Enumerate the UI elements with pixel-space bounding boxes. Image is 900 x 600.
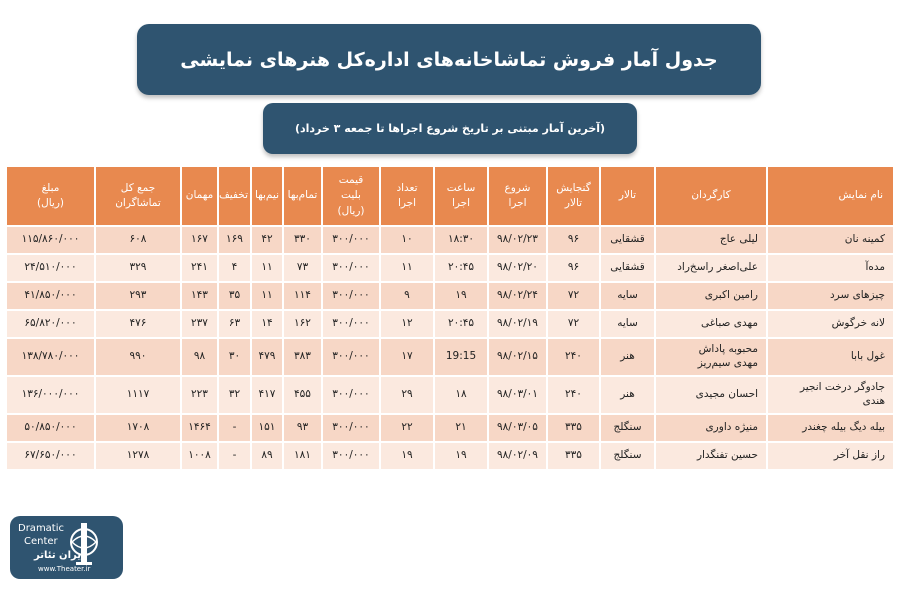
cell-capacity: ۷۲ xyxy=(547,310,600,338)
cell-full: ۷۳ xyxy=(283,254,322,282)
cell-time: ۱۸:۳۰ xyxy=(434,226,488,254)
cell-count: ۱۹ xyxy=(380,442,434,470)
cell-amount: ۴۱/۸۵۰/۰۰۰ xyxy=(6,282,95,310)
cell-total: ۱۷۰۸ xyxy=(95,414,181,442)
cell-count: ۱۰ xyxy=(380,226,434,254)
cell-total: ۴۷۶ xyxy=(95,310,181,338)
cell-amount: ۶۵/۸۲۰/۰۰۰ xyxy=(6,310,95,338)
cell-amount: ۵۰/۸۵۰/۰۰۰ xyxy=(6,414,95,442)
cell-director xyxy=(655,338,767,376)
cell-name xyxy=(767,376,894,414)
cell-discount: ۱۶۹ xyxy=(218,226,251,254)
col-header-half: نیم‌بها xyxy=(251,166,283,226)
logo-text-persian: ایران تئاتر xyxy=(34,550,85,561)
table-row xyxy=(6,414,894,442)
cell-amount: ۱۳۶/۰۰۰/۰۰۰ xyxy=(6,376,95,414)
cell-hall: هنر xyxy=(600,376,655,414)
page-subtitle xyxy=(263,103,637,154)
cell-half: ۱۵۱ xyxy=(251,414,283,442)
cell-total: ۹۹۰ xyxy=(95,338,181,376)
col-header-director: کارگردان xyxy=(655,166,767,226)
cell-start: ۹۸/۰۳/۰۵ xyxy=(488,414,547,442)
col-header-start: شروع اجرا xyxy=(488,166,547,226)
cell-full: ۱۶۲ xyxy=(283,310,322,338)
cell-capacity: ۲۴۰ xyxy=(547,376,600,414)
cell-capacity: ۹۶ xyxy=(547,226,600,254)
cell-full: ۴۵۵ xyxy=(283,376,322,414)
cell-time: ۱۸ xyxy=(434,376,488,414)
table-row xyxy=(6,282,894,310)
cell-time: ۲۱ xyxy=(434,414,488,442)
cell-discount: ۳۰ xyxy=(218,338,251,376)
cell-half: ۴۲ xyxy=(251,226,283,254)
col-header-guest: مهمان xyxy=(181,166,218,226)
cell-director: علی‌اصغر راسخ‌راد xyxy=(655,254,767,282)
cell-hall: سایه xyxy=(600,282,655,310)
col-header-discount: تخفیف xyxy=(218,166,251,226)
cell-discount: ۳۲ xyxy=(218,376,251,414)
col-header-hall: تالار xyxy=(600,166,655,226)
cell-name: چیزهای سرد xyxy=(767,282,894,310)
page-subtitle-text: (آخرین آمار مبتنی بر تاریخ شروع اجراها تا جمعه ۳ خرداد) xyxy=(294,122,606,135)
table-row xyxy=(6,310,894,338)
cell-start: ۹۸/۰۲/۰۹ xyxy=(488,442,547,470)
cell-count: ۲۲ xyxy=(380,414,434,442)
col-header-name: نام نمایش xyxy=(767,166,894,226)
cell-amount: ۱۱۵/۸۶۰/۰۰۰ xyxy=(6,226,95,254)
cell-count: ۲۹ xyxy=(380,376,434,414)
cell-amount: ۱۳۸/۷۸۰/۰۰۰ xyxy=(6,338,95,376)
cell-full: ۱۸۱ xyxy=(283,442,322,470)
cell-total: ۶۰۸ xyxy=(95,226,181,254)
cell-hall: قشقایی xyxy=(600,254,655,282)
cell-total: ۲۹۳ xyxy=(95,282,181,310)
cell-director: مهدی صباغی xyxy=(655,310,767,338)
cell-start: ۹۸/۰۲/۲۳ xyxy=(488,226,547,254)
cell-discount: ۶۳ xyxy=(218,310,251,338)
sales-table xyxy=(5,165,895,471)
iran-theater-logo[interactable] xyxy=(10,516,123,579)
cell-capacity: ۲۴۰ xyxy=(547,338,600,376)
page-title-text: جدول آمار فروش تماشاخانه‌های اداره‌کل هنرهای نمایشی xyxy=(180,48,718,71)
cell-price: ۳۰۰/۰۰۰ xyxy=(322,338,380,376)
cell-director: رامین اکبری xyxy=(655,282,767,310)
cell-full: ۹۳ xyxy=(283,414,322,442)
cell-amount: ۶۷/۶۵۰/۰۰۰ xyxy=(6,442,95,470)
cell-name: لانه خرگوش xyxy=(767,310,894,338)
cell-name: بیله دیگ بیله چغندر xyxy=(767,414,894,442)
cell-total: ۳۲۹ xyxy=(95,254,181,282)
cell-guest: ۹۸ xyxy=(181,338,218,376)
col-header-amount: مبلغ (ریال) xyxy=(6,166,95,226)
theater-emblem-icon xyxy=(64,520,104,570)
cell-time: ۱۹ xyxy=(434,282,488,310)
logo-text-url: www.Theater.ir xyxy=(38,565,91,573)
cell-start: ۹۸/۰۲/۱۵ xyxy=(488,338,547,376)
cell-total: ۱۱۱۷ xyxy=(95,376,181,414)
cell-half: ۱۱ xyxy=(251,254,283,282)
table-row xyxy=(6,226,894,254)
cell-capacity: ۳۳۵ xyxy=(547,414,600,442)
table-row xyxy=(6,442,894,470)
cell-half: ۴۷۹ xyxy=(251,338,283,376)
cell-start: ۹۸/۰۲/۱۹ xyxy=(488,310,547,338)
cell-count: ۹ xyxy=(380,282,434,310)
cell-name: راز نقل آخر xyxy=(767,442,894,470)
cell-count: ۱۷ xyxy=(380,338,434,376)
col-header-time: ساعت اجرا xyxy=(434,166,488,226)
cell-hall: قشقایی xyxy=(600,226,655,254)
cell-start: ۹۸/۰۲/۲۴ xyxy=(488,282,547,310)
cell-full: ۱۱۴ xyxy=(283,282,322,310)
cell-start: ۹۸/۰۲/۲۰ xyxy=(488,254,547,282)
cell-half: ۱۴ xyxy=(251,310,283,338)
cell-hall: سنگلج xyxy=(600,414,655,442)
cell-count: ۱۱ xyxy=(380,254,434,282)
cell-director: منیژه داوری xyxy=(655,414,767,442)
cell-guest: ۱۰۰۸ xyxy=(181,442,218,470)
cell-time: 19:15 xyxy=(434,338,488,376)
cell-discount: ۳۵ xyxy=(218,282,251,310)
col-header-total: جمع کل تماشاگران xyxy=(95,166,181,226)
cell-time: ۱۹ xyxy=(434,442,488,470)
col-header-capacity: گنجایش تالار xyxy=(547,166,600,226)
cell-guest: ۱۴۳ xyxy=(181,282,218,310)
col-header-full: تمام‌بها xyxy=(283,166,322,226)
col-header-price: قیمت بلیت (ریال) xyxy=(322,166,380,226)
cell-director: حسین تفنگدار xyxy=(655,442,767,470)
cell-director-line2: مهدی سیم‌ریز xyxy=(697,357,758,369)
cell-guest: ۲۳۷ xyxy=(181,310,218,338)
cell-price: ۳۰۰/۰۰۰ xyxy=(322,376,380,414)
cell-amount: ۲۴/۵۱۰/۰۰۰ xyxy=(6,254,95,282)
cell-capacity: ۳۳۵ xyxy=(547,442,600,470)
cell-hall: سایه xyxy=(600,310,655,338)
cell-price: ۳۰۰/۰۰۰ xyxy=(322,282,380,310)
cell-guest: ۲۴۱ xyxy=(181,254,218,282)
cell-name-line1: جادوگر درخت انجیر xyxy=(799,381,885,394)
cell-price: ۳۰۰/۰۰۰ xyxy=(322,442,380,470)
cell-guest: ۱۶۷ xyxy=(181,226,218,254)
cell-price: ۳۰۰/۰۰۰ xyxy=(322,414,380,442)
cell-name: غول بابا xyxy=(767,338,894,376)
cell-guest: ۲۲۳ xyxy=(181,376,218,414)
cell-hall: هنر xyxy=(600,338,655,376)
cell-price: ۳۰۰/۰۰۰ xyxy=(322,254,380,282)
cell-half: ۱۱ xyxy=(251,282,283,310)
cell-discount: ۴ xyxy=(218,254,251,282)
table-header-row xyxy=(6,166,894,226)
cell-discount: - xyxy=(218,442,251,470)
cell-hall: سنگلج xyxy=(600,442,655,470)
cell-director-line1: محبوبه پاداش xyxy=(698,343,758,356)
cell-capacity: ۷۲ xyxy=(547,282,600,310)
cell-name-line2: هندی xyxy=(862,395,885,407)
cell-guest: ۱۴۶۴ xyxy=(181,414,218,442)
cell-price: ۳۰۰/۰۰۰ xyxy=(322,310,380,338)
cell-time: ۲۰:۴۵ xyxy=(434,310,488,338)
table-row xyxy=(6,376,894,414)
cell-discount: - xyxy=(218,414,251,442)
cell-director: احسان مجیدی xyxy=(655,376,767,414)
cell-count: ۱۲ xyxy=(380,310,434,338)
cell-full: ۳۳۰ xyxy=(283,226,322,254)
cell-time: ۲۰:۴۵ xyxy=(434,254,488,282)
cell-half: ۴۱۷ xyxy=(251,376,283,414)
page-title xyxy=(137,24,761,95)
cell-name: مده‌آ xyxy=(767,254,894,282)
logo-text-dramatic: Dramatic xyxy=(18,523,65,534)
cell-name: کمینه نان xyxy=(767,226,894,254)
logo-text-center: Center xyxy=(24,536,58,547)
cell-full: ۳۸۳ xyxy=(283,338,322,376)
table-row xyxy=(6,338,894,376)
table-row xyxy=(6,254,894,282)
cell-director: لیلی عاج xyxy=(655,226,767,254)
cell-start: ۹۸/۰۳/۰۱ xyxy=(488,376,547,414)
cell-price: ۳۰۰/۰۰۰ xyxy=(322,226,380,254)
col-header-count: تعداد اجرا xyxy=(380,166,434,226)
cell-half: ۸۹ xyxy=(251,442,283,470)
cell-total: ۱۲۷۸ xyxy=(95,442,181,470)
cell-capacity: ۹۶ xyxy=(547,254,600,282)
